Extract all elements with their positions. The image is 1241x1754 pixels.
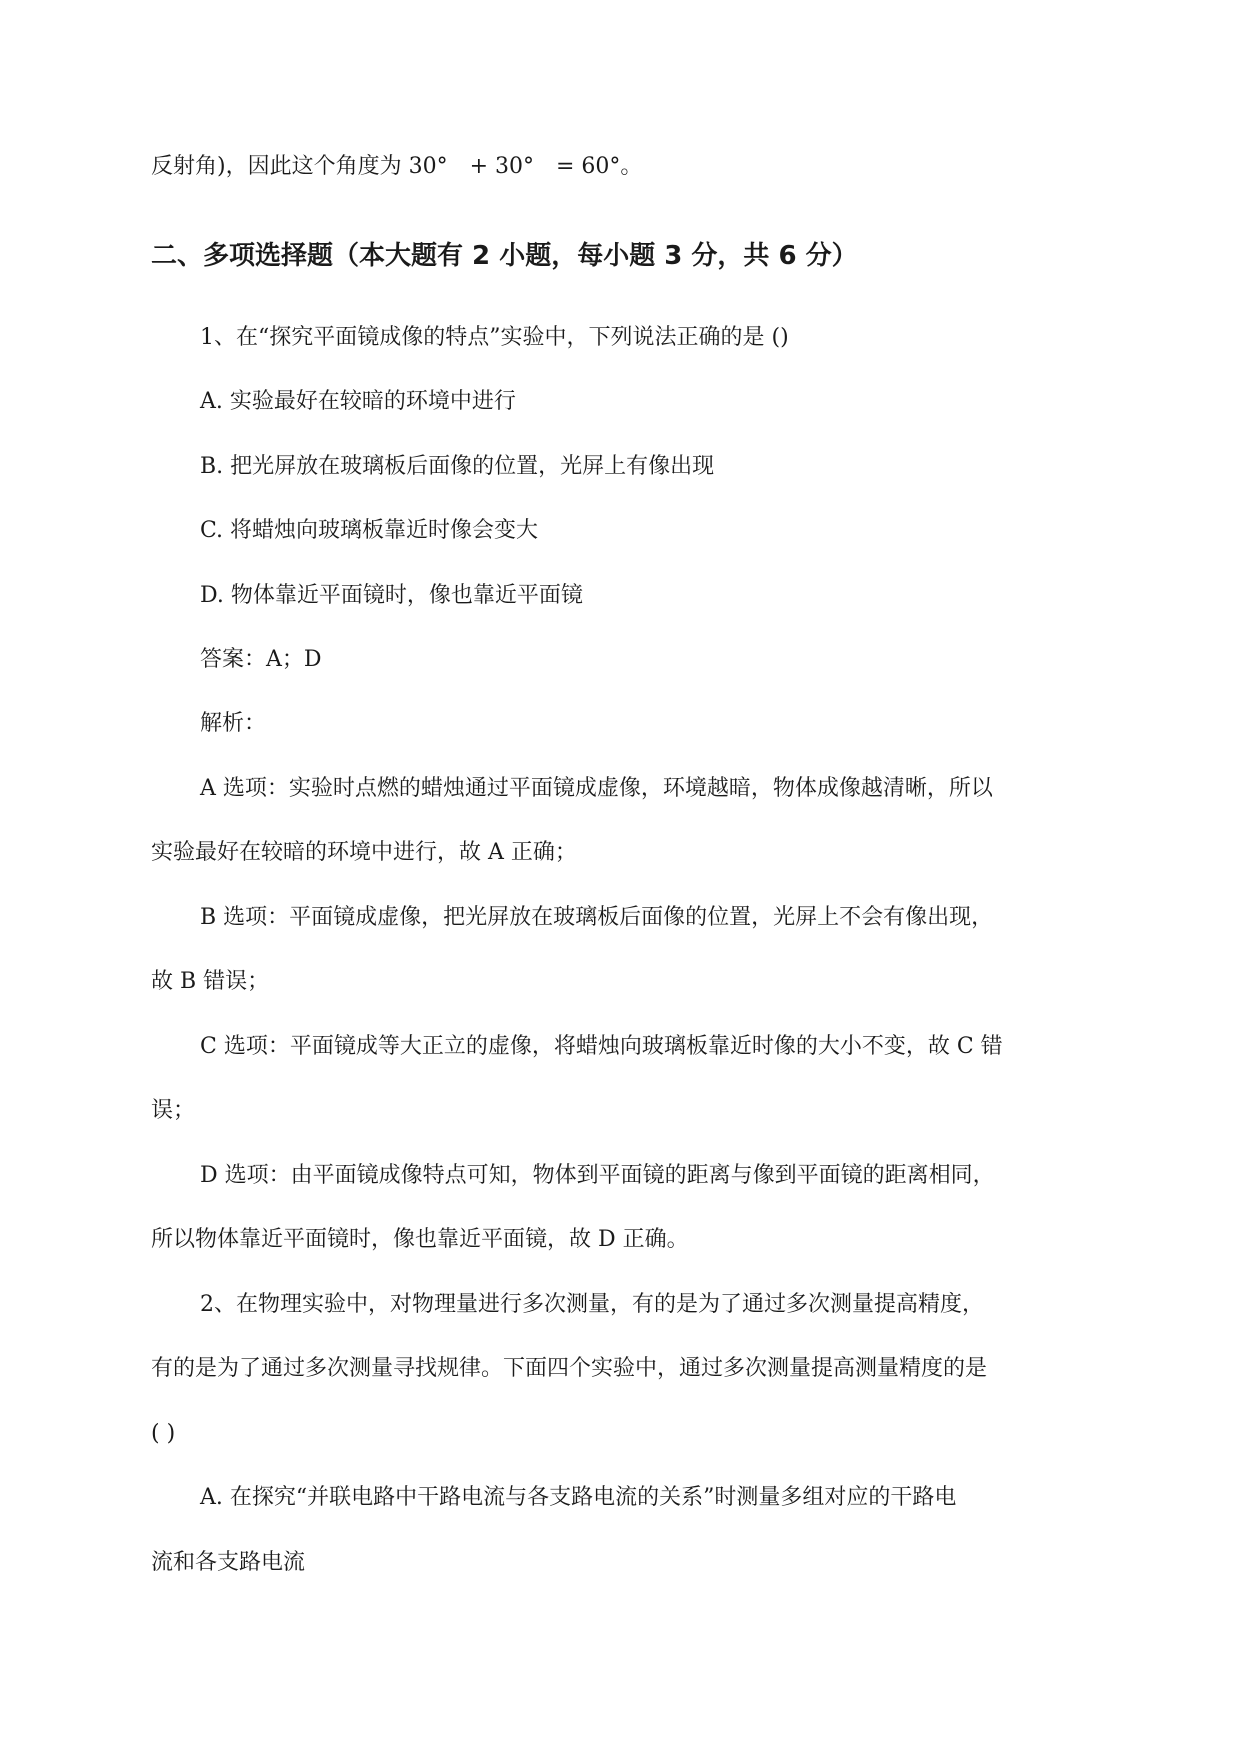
explanation-d-line-2: 所以物体靠近平面镜时，像也靠近平面镜，故 D 正确。 — [151, 1227, 689, 1252]
explanation-c-line-2: 误； — [151, 1098, 196, 1123]
question-1-option-a: A. 实验最好在较暗的环境中进行 — [200, 389, 516, 414]
question-1-option-b: B. 把光屏放在玻璃板后面像的位置，光屏上有像出现 — [200, 454, 715, 479]
question-2-line-1: 2、在物理实验中，对物理量进行多次测量，有的是为了通过多次测量提高精度， — [200, 1292, 984, 1317]
question-1-option-c: C. 将蜡烛向玻璃板靠近时像会变大 — [200, 518, 539, 543]
explanation-c-line-1: C 选项：平面镜成等大正立的虚像，将蜡烛向玻璃板靠近时像的大小不变，故 C 错 — [200, 1034, 1003, 1059]
question-1: 1、在“探究平面镜成像的特点”实验中，下列说法正确的是 () — [200, 325, 789, 350]
explanation-a-line-2: 实验最好在较暗的环境中进行，故 A 正确； — [151, 840, 577, 865]
explanation-a-line-1: A 选项：实验时点燃的蜡烛通过平面镜成虚像，环境越暗，物体成像越清晰，所以 — [200, 776, 993, 801]
question-2-option-a-line-2: 流和各支路电流 — [151, 1550, 306, 1575]
section-heading: 二、多项选择题（本大题有 2 小题，每小题 3 分，共 6 分） — [151, 241, 858, 271]
question-2-line-3: ( ) — [151, 1421, 176, 1446]
explanation-b-line-1: B 选项：平面镜成虚像，把光屏放在玻璃板后面像的位置，光屏上不会有像出现， — [200, 905, 994, 930]
text-line-continuation: 反射角)，因此这个角度为 30° + 30° = 60°。 — [151, 154, 643, 179]
explanation-label: 解析： — [200, 711, 267, 736]
question-1-option-d: D. 物体靠近平面镜时，像也靠近平面镜 — [200, 583, 583, 608]
explanation-b-line-2: 故 B 错误； — [151, 969, 270, 994]
explanation-d-line-1: D 选项：由平面镜成像特点可知，物体到平面镜的距离与像到平面镜的距离相同， — [200, 1163, 995, 1188]
question-2-line-2: 有的是为了通过多次测量寻找规律。下面四个实验中，通过多次测量提高测量精度的是 — [151, 1356, 988, 1381]
answer-label: 答案：A；D — [200, 647, 322, 672]
question-2-option-a-line-1: A. 在探究“并联电路中干路电流与各支路电流的关系”时测量多组对应的干路电 — [200, 1485, 957, 1510]
